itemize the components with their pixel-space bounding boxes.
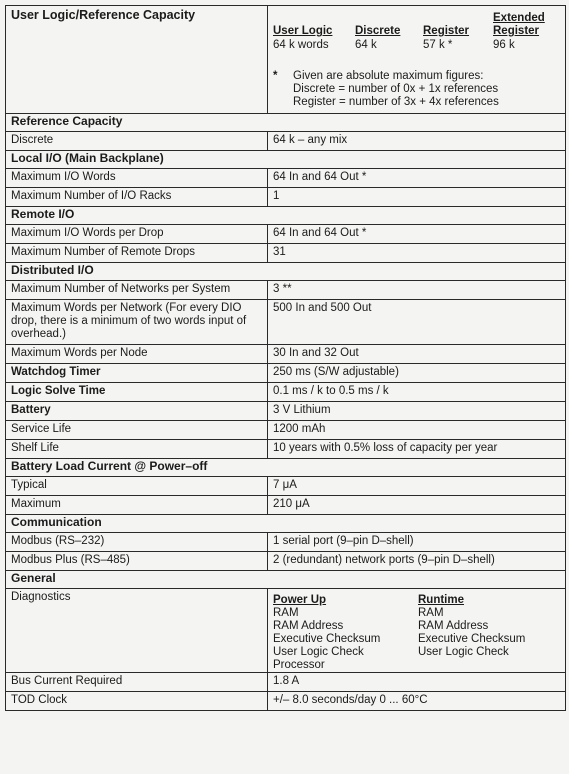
spec-label: Maximum Number of I/O Racks — [6, 188, 268, 207]
spec-value: +/– 8.0 seconds/day 0 ... 60°C — [268, 692, 566, 711]
spec-row — [6, 225, 566, 244]
section-header-row — [6, 114, 566, 132]
capacity-note — [273, 70, 561, 109]
diagnostics-row — [6, 589, 566, 673]
spec-label: Logic Solve Time — [6, 383, 268, 402]
spec-label: TOD Clock — [6, 692, 268, 711]
spec-value: 10 years with 0.5% loss of capacity per year — [268, 440, 566, 459]
spec-row — [6, 300, 566, 345]
spec-value: 1200 mAh — [268, 421, 566, 440]
diagnostics-label: Diagnostics — [6, 589, 268, 673]
spec-value: 1 — [268, 188, 566, 207]
spec-label: Modbus Plus (RS–485) — [6, 552, 268, 571]
spec-value: 250 ms (S/W adjustable) — [268, 364, 566, 383]
spec-value: 210 μA — [268, 496, 566, 515]
runtime-column — [418, 594, 548, 672]
spec-label: Bus Current Required — [6, 673, 268, 692]
capacity-column-value: 64 k — [355, 39, 377, 51]
spec-value: 64 In and 64 Out * — [268, 169, 566, 188]
power-up-item: RAM Address — [273, 620, 344, 632]
capacity-column — [423, 11, 493, 52]
spec-label: Maximum Words per Node — [6, 345, 268, 364]
section-header-row — [6, 207, 566, 225]
capacity-grid — [273, 11, 561, 52]
spec-row — [6, 440, 566, 459]
runtime-item: Executive Checksum — [418, 633, 526, 645]
spec-label: Maximum Number of Remote Drops — [6, 244, 268, 263]
spec-label: Maximum Number of Networks per System — [6, 281, 268, 300]
spec-label: Watchdog Timer — [6, 364, 268, 383]
spec-row — [6, 552, 566, 571]
spec-row — [6, 132, 566, 151]
spec-value: 3 ** — [268, 281, 566, 300]
spec-row — [6, 477, 566, 496]
capacity-column — [273, 11, 355, 52]
spec-row — [6, 496, 566, 515]
spec-value: 3 V Lithium — [268, 402, 566, 421]
runtime-heading: Runtime — [418, 594, 464, 606]
capacity-row — [6, 6, 566, 114]
spec-value: 31 — [268, 244, 566, 263]
spec-row — [6, 402, 566, 421]
spec-row — [6, 692, 566, 711]
section-header: Communication — [6, 515, 566, 533]
spec-row — [6, 244, 566, 263]
power-up-heading: Power Up — [273, 594, 327, 606]
power-up-item: Executive Checksum — [273, 633, 381, 645]
section-header-row — [6, 515, 566, 533]
spec-label: Typical — [6, 477, 268, 496]
spec-value: 1 serial port (9–pin D–shell) — [268, 533, 566, 552]
section-header: Distributed I/O — [6, 263, 566, 281]
note-line: Given are absolute maximum figures: — [293, 70, 484, 82]
spec-row — [6, 533, 566, 552]
section-header: Battery Load Current @ Power–off — [6, 459, 566, 477]
capacity-column-head: User Logic — [273, 25, 333, 37]
spec-label: Maximum Words per Network (For every DIO drop, there is a minimum of two words input of overhead.) — [6, 300, 268, 345]
section-header: Local I/O (Main Backplane) — [6, 151, 566, 169]
spec-label: Maximum I/O Words per Drop — [6, 225, 268, 244]
spec-row — [6, 169, 566, 188]
diagnostics-cell — [268, 589, 566, 673]
section-header: Remote I/O — [6, 207, 566, 225]
capacity-column-value: 57 k * — [423, 39, 453, 51]
section-header-row — [6, 263, 566, 281]
power-up-item: RAM — [273, 607, 299, 619]
spec-value: 2 (redundant) network ports (9–pin D–shell) — [268, 552, 566, 571]
section-header: General — [6, 571, 566, 589]
specifications-table — [5, 5, 566, 711]
note-line: Discrete = number of 0x + 1x references — [293, 83, 499, 95]
specifications-body — [6, 6, 566, 711]
power-up-item: User Logic Check — [273, 646, 364, 658]
spec-value: 30 In and 32 Out — [268, 345, 566, 364]
spec-label: Modbus (RS–232) — [6, 533, 268, 552]
spec-label: Maximum — [6, 496, 268, 515]
spec-value: 500 In and 500 Out — [268, 300, 566, 345]
section-header-row — [6, 459, 566, 477]
capacity-cell — [268, 6, 566, 114]
note-line: Register = number of 3x + 4x references — [293, 96, 499, 108]
diagnostics-grid — [273, 591, 561, 672]
spec-row — [6, 383, 566, 402]
runtime-item: RAM Address — [418, 620, 489, 632]
spec-row — [6, 673, 566, 692]
spec-row — [6, 421, 566, 440]
capacity-column-value: 64 k words — [273, 39, 329, 51]
spec-label: Service Life — [6, 421, 268, 440]
capacity-title: User Logic/Reference Capacity — [6, 6, 268, 114]
spec-row — [6, 345, 566, 364]
runtime-item: User Logic Check — [418, 646, 509, 658]
power-up-item: Processor — [273, 659, 325, 671]
power-up-column — [273, 594, 418, 672]
section-header-row — [6, 151, 566, 169]
capacity-column-head: Discrete — [355, 25, 401, 37]
section-header: Reference Capacity — [6, 114, 566, 132]
capacity-column-head: Register — [423, 25, 470, 37]
note-marker: * — [273, 70, 278, 82]
spec-label: Shelf Life — [6, 440, 268, 459]
capacity-column — [355, 11, 423, 52]
spec-row — [6, 364, 566, 383]
spec-value: 64 k – any mix — [268, 132, 566, 151]
capacity-column-value: 96 k — [493, 39, 515, 51]
capacity-column — [493, 11, 553, 52]
spec-row — [6, 281, 566, 300]
spec-value: 7 μA — [268, 477, 566, 496]
spec-value: 0.1 ms / k to 0.5 ms / k — [268, 383, 566, 402]
note-text — [293, 70, 561, 109]
spec-label: Maximum I/O Words — [6, 169, 268, 188]
section-header-row — [6, 571, 566, 589]
spec-label: Battery — [6, 402, 268, 421]
capacity-column-head: Extended Register — [493, 12, 545, 37]
spec-label: Discrete — [6, 132, 268, 151]
spec-value: 1.8 A — [268, 673, 566, 692]
runtime-item: RAM — [418, 607, 444, 619]
spec-row — [6, 188, 566, 207]
spec-value: 64 In and 64 Out * — [268, 225, 566, 244]
